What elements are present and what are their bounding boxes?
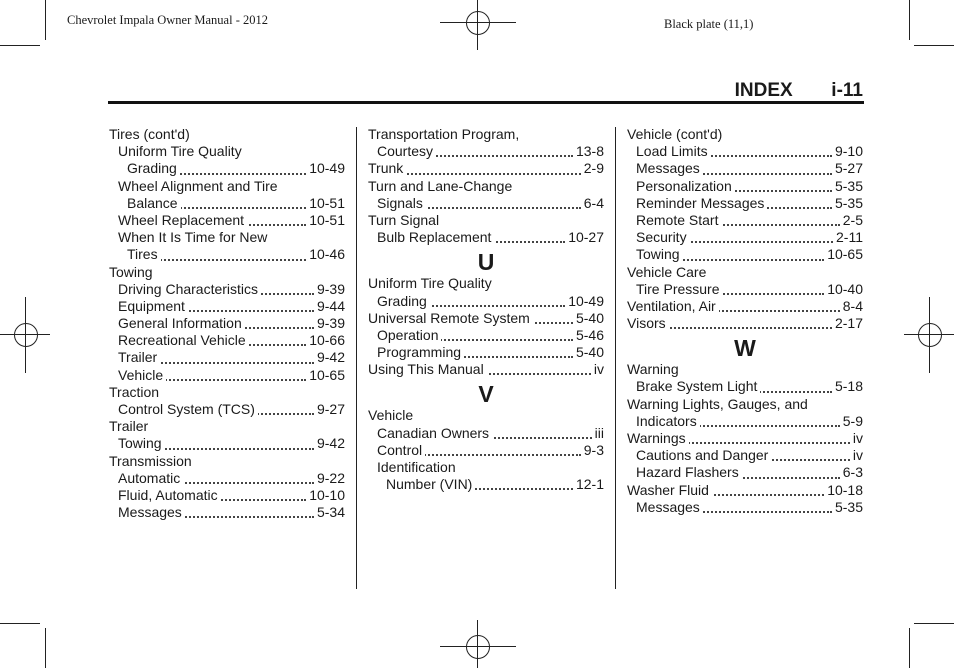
index-entry-term: Vehicle Care [627, 264, 709, 280]
index-entry-term: Vehicle [368, 407, 416, 423]
index-entry [627, 126, 863, 143]
crop-mark [914, 623, 954, 624]
index-entry [627, 298, 863, 315]
crop-mark [909, 0, 910, 40]
index-entry [109, 212, 345, 229]
index-entry-page: 9-39 [316, 315, 345, 332]
index-entry-term: Vehicle [118, 367, 166, 383]
index-entry [109, 453, 345, 470]
index-entry [627, 246, 863, 263]
index-entry [368, 293, 604, 310]
index-entry [368, 407, 604, 424]
index-entry-term: Warning Lights, Gauges, and [627, 396, 811, 412]
index-entry-term: Fluid, Automatic [118, 487, 221, 503]
index-entry-term: Balance [127, 195, 181, 211]
registration-mark-top [440, 0, 516, 50]
index-entry [368, 459, 604, 476]
index-entry-term: Bulb Replacement [377, 229, 494, 245]
index-entry-term: Driving Characteristics [118, 281, 261, 297]
index-entry-term: Trailer [118, 349, 160, 365]
index-entry [109, 470, 345, 487]
index-entry-term: Load Limits [636, 143, 711, 159]
index-entry [368, 126, 604, 143]
index-entry [368, 178, 604, 195]
index-column-2 [368, 126, 604, 493]
index-entry-page: 5-35 [834, 194, 863, 211]
index-entry-page: 10-65 [827, 246, 863, 263]
index-entry-page: 2-17 [834, 315, 863, 332]
index-entry-term: Tires (cont'd) [109, 126, 193, 142]
index-entry-page: 10-27 [568, 229, 604, 246]
index-entry-term: Control [377, 442, 425, 458]
index-entry-page: 6-3 [842, 464, 863, 481]
index-entry [627, 178, 863, 195]
index-entry-page: 5-34 [316, 504, 345, 521]
index-entry [368, 344, 604, 361]
index-entry-page: 10-18 [827, 481, 863, 498]
index-entry-term: Visors [627, 315, 669, 331]
index-entry-page: 9-44 [316, 297, 345, 314]
index-entry [627, 499, 863, 516]
crop-mark [0, 623, 40, 624]
column-divider [615, 127, 616, 589]
crop-mark [45, 0, 46, 40]
index-entry-page: 5-9 [842, 412, 863, 429]
index-entry-page: 9-10 [834, 143, 863, 160]
index-entry-term: Indicators [636, 413, 700, 429]
index-entry [627, 229, 863, 246]
index-entry-page: 9-22 [316, 469, 345, 486]
index-entry-term: Brake System Light [636, 378, 760, 394]
index-entry [368, 143, 604, 160]
index-letter-heading: V [478, 381, 494, 408]
index-entry-term: Equipment [118, 298, 188, 314]
index-entry-term: Cautions and Danger [636, 447, 771, 463]
index-entry [627, 447, 863, 464]
index-entry-term: Traction [109, 384, 162, 400]
section-name: INDEX [734, 80, 793, 101]
index-entry-term: Hazard Flashers [636, 464, 742, 480]
index-entry-page: 10-51 [309, 194, 345, 211]
index-entry [627, 378, 863, 395]
index-entry-term: Grading [377, 293, 430, 309]
index-entry [627, 264, 863, 281]
index-entry-term: Washer Fluid [627, 482, 712, 498]
index-entry-page: 5-46 [575, 326, 604, 343]
crop-mark [45, 628, 46, 668]
index-entry-page: iv [593, 361, 604, 378]
index-entry-term: Operation [377, 327, 441, 343]
index-entry-term: Turn and Lane-Change [368, 178, 515, 194]
index-entry-term: Recreational Vehicle [118, 332, 249, 348]
index-entry [368, 361, 604, 378]
index-entry [368, 442, 604, 459]
index-entry-term: Reminder Messages [636, 195, 767, 211]
index-entry-page: 5-18 [834, 378, 863, 395]
index-entry [109, 349, 345, 366]
index-entry-term: Warnings [627, 430, 689, 446]
registration-mark-right [904, 297, 954, 373]
index-column-1 [109, 126, 345, 521]
crop-mark [909, 628, 910, 668]
index-entry [109, 401, 345, 418]
index-entry-page: iv [852, 430, 863, 446]
index-entry-term: Remote Start [636, 212, 721, 228]
index-entry [109, 281, 345, 298]
index-entry-page: 10-65 [309, 366, 345, 383]
index-entry-page: 9-3 [583, 441, 604, 458]
index-entry [109, 126, 345, 143]
index-entry-term: Towing [636, 246, 683, 262]
section-heading [735, 80, 863, 102]
index-entry-page: 6-4 [583, 194, 604, 211]
index-entry-page: iv [852, 447, 863, 464]
index-entry [109, 229, 345, 246]
index-entry [109, 195, 345, 212]
index-entry-page: 9-42 [316, 349, 345, 366]
index-entry-term: Signals [377, 195, 426, 211]
index-entry-page: 2-9 [583, 160, 604, 177]
index-entry-term: Automatic [118, 470, 183, 486]
index-entry-page: 12-1 [575, 476, 604, 493]
index-entry-term: Uniform Tire Quality [368, 275, 495, 291]
index-entry-term: Warning [627, 361, 682, 377]
index-entry-page: 10-66 [309, 332, 345, 349]
page-number: i-11 [831, 80, 863, 101]
index-entry [627, 430, 863, 447]
index-entry-term: Personalization [636, 178, 735, 194]
index-entry [368, 212, 604, 229]
index-entry-page: 2-5 [842, 211, 863, 228]
index-entry-page: 10-46 [309, 246, 345, 263]
index-entry [368, 476, 604, 493]
index-entry-page: 2-11 [836, 229, 863, 246]
index-letter-heading: U [477, 249, 495, 276]
index-entry [627, 315, 863, 332]
index-letter-heading: W [734, 335, 756, 362]
index-entry-term: When It Is Time for New [118, 229, 270, 245]
index-entry [627, 143, 863, 160]
index-entry [368, 160, 604, 177]
index-entry-page: 5-40 [575, 344, 604, 361]
index-entry-page: 10-49 [568, 292, 604, 309]
index-entry-term: Uniform Tire Quality [118, 143, 245, 159]
index-entry-term: Grading [127, 160, 180, 176]
index-entry-term: Trailer [109, 418, 151, 434]
index-entry-term: Canadian Owners [377, 425, 492, 441]
index-entry-term: Courtesy [377, 143, 436, 159]
index-entry-term: Wheel Replacement [118, 212, 247, 228]
index-entry-term: General Information [118, 315, 245, 331]
index-entry-term: Ventilation, Air [627, 298, 719, 314]
index-entry-term: Using This Manual [368, 361, 487, 377]
index-entry [109, 178, 345, 195]
index-entry [627, 413, 863, 430]
index-entry [627, 396, 863, 413]
index-entry-term: Tire Pressure [636, 281, 723, 297]
index-entry-term: Transportation Program, [368, 126, 522, 142]
index-entry-page: iii [594, 424, 604, 441]
index-entry [627, 212, 863, 229]
index-entry-page: 9-39 [316, 280, 345, 297]
index-entry [109, 332, 345, 349]
index-entry-term: Wheel Alignment and Tire [118, 178, 281, 194]
index-entry-term: Security [636, 229, 690, 245]
index-entry-term: Messages [118, 504, 185, 520]
index-entry-page: 10-10 [309, 486, 345, 503]
index-entry [368, 425, 604, 442]
index-entry-page: 5-35 [834, 498, 863, 515]
index-entry-term: Identification [377, 459, 459, 475]
index-entry [627, 464, 863, 481]
index-entry-term: Number (VIN) [386, 476, 475, 492]
index-entry [109, 367, 345, 384]
index-entry [109, 418, 345, 435]
index-entry-term: Towing [109, 264, 156, 280]
column-divider [356, 127, 357, 589]
index-entry-term: Messages [636, 499, 703, 515]
index-entry-page: 5-40 [575, 309, 604, 326]
index-entry [368, 195, 604, 212]
index-entry [109, 435, 345, 452]
index-entry-page: 10-40 [827, 280, 863, 297]
index-entry-page: 5-27 [834, 160, 863, 177]
index-entry [109, 160, 345, 177]
index-entry-page: 9-27 [316, 401, 345, 417]
index-entry [109, 264, 345, 281]
index-entry [627, 195, 863, 212]
index-entry [627, 482, 863, 499]
index-entry-page: 10-51 [309, 211, 345, 228]
index-entry [109, 143, 345, 160]
crop-mark [0, 45, 40, 46]
index-entry-page: 5-35 [834, 177, 863, 194]
index-entry [368, 310, 604, 327]
index-entry [109, 504, 345, 521]
plate-label: Black plate (11,1) [664, 17, 754, 31]
index-entry [109, 315, 345, 332]
index-entry [368, 275, 604, 292]
index-entry [109, 384, 345, 401]
index-entry-term: Control System (TCS) [118, 401, 258, 417]
registration-mark-bottom [440, 620, 516, 668]
index-entry-term: Turn Signal [368, 212, 442, 228]
index-entry [368, 327, 604, 344]
index-entry [368, 229, 604, 246]
index-entry-term: Tires [127, 246, 161, 262]
index-entry [627, 160, 863, 177]
index-entry-page: 13-8 [575, 143, 604, 160]
index-entry-term: Universal Remote System [368, 310, 533, 326]
index-entry-term: Transmission [109, 453, 195, 469]
header-rule [108, 101, 864, 104]
index-entry-term: Messages [636, 160, 703, 176]
index-entry-term: Vehicle (cont'd) [627, 126, 725, 142]
index-entry-page: 10-49 [309, 160, 345, 177]
crop-mark [914, 45, 954, 46]
index-column-3 [627, 126, 863, 516]
index-entry-term: Towing [118, 435, 165, 451]
index-entry [109, 487, 345, 504]
index-entry-page: 9-42 [316, 435, 345, 452]
manual-title: Chevrolet Impala Owner Manual - 2012 [67, 13, 268, 27]
index-entry-term: Trunk [368, 160, 406, 176]
index-entry [109, 246, 345, 263]
index-entry [627, 361, 863, 378]
index-entry-term: Programming [377, 344, 464, 360]
index-entry-page: 8-4 [842, 297, 863, 314]
index-entry [627, 281, 863, 298]
index-entry [109, 298, 345, 315]
registration-mark-left [0, 297, 50, 373]
